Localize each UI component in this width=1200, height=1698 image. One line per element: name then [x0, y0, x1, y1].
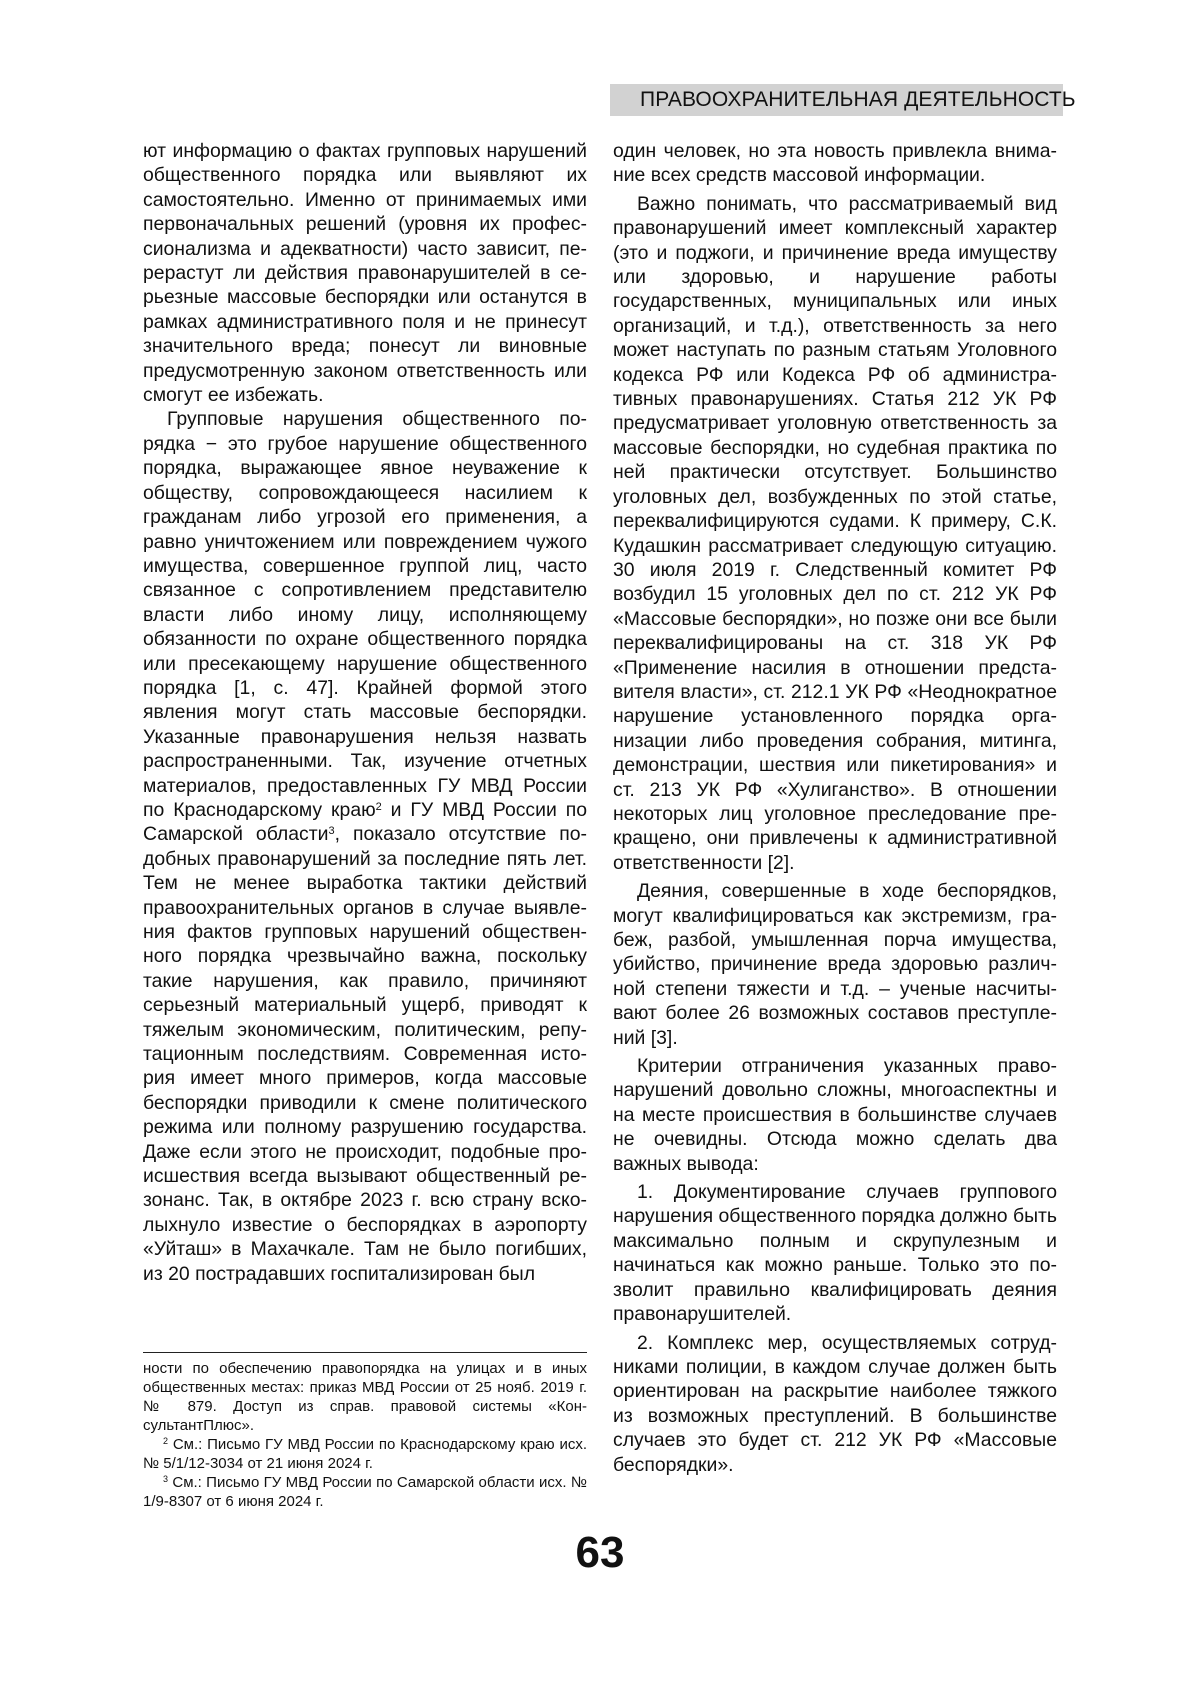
footnotes: [143, 1359, 587, 1511]
footnote-2: [143, 1435, 587, 1473]
paragraph-text: , показало отсутствие подобных правонарушений за последние пять лет. Тем не менее выработка тактики действий правоохранительных органов в случае выявления фактов групповых нарушений общественного порядка чрезвычайно важна, поскольку такие нарушения, как правило, причиняют серьезный материальный ущерб, приводят к тяжелым экономическим, политическим, репутационным последствиям. Современная история имеет много примеров, когда массовые беспорядки приводили к смене политического режима или полному разрушению государства. Даже если этого не происходит, подобные происшествия всегда вызывают общественный резонанс. Так, в октябре 2023 г. всю страну всколыхнуло известие о беспорядках в аэропорту «Уйташ» в Махачкале. Там не было погибших, из 20 пострадавших госпитализирован был: [143, 823, 587, 1285]
paragraph-text: Групповые нарушения общественного порядка − это грубое нарушение общественного порядка, выражающее явное неуважение к обществу, сопровождающееся насилием к гражданам либо угрозой его применения, а равно уничтожением или повреждением чужого имущества, совершенное группой лиц, часто связанное с сопротивлением представителю власти либо иному лицу, исполняющему обязанности по охране общественного порядка или пресекающему нарушение общественного порядка [1, с. 47]. Крайней формой этого явления могут стать массовые беспорядки. Указанные правонарушения нельзя назвать распространенными. Так, изучение отчетных материалов, предоставленных ГУ МВД России по Краснодарскому краю: [143, 408, 587, 821]
footnote-divider: [143, 1352, 587, 1353]
paragraph: Деяния, совершенные в ходе беспорядков, могут квалифицироваться как экстремизм, грабеж, разбой, умышленная порча имущества, убийство, причинение вреда здоровью различной степени тяжести и т.д. – ученые насчитывают более 26 возможных составов преступлений [3].: [613, 880, 1057, 1049]
left-column: [143, 139, 587, 1286]
paragraph-text: и ГУ МВД России по Самарской области: [143, 798, 587, 846]
footnote-text: См.: Письмо ГУ МВД России по Краснодарскому краю исх. № 5/1/12-3034 от 21 июня 2024 г.: [143, 1436, 587, 1472]
paragraph: [143, 407, 587, 1286]
footnote-continuation: ности по обеспечению правопорядка на улицах и в иных общественных местах: приказ МВД России от 25 нояб. 2019 г. № 879. Доступ из справ. правовой системы «КонсультантПлюс».: [143, 1360, 587, 1434]
page-number: 63: [575, 1528, 625, 1577]
footnote-mark: 2: [163, 1436, 169, 1446]
section-title: ПРАВООХРАНИТЕЛЬНАЯ ДЕЯТЕЛЬНОСТЬ: [640, 88, 1076, 111]
paragraph: 2. Комплекс мер, осуществляемых сотрудниками полиции, в каждом случае должен быть ориентирован на раскрытие наиболее тяжкого из возможных преступлений. В большинстве случаев это будет ст. 212 УК РФ «Массовые беспорядки».: [613, 1331, 1057, 1476]
section-header-tab: [610, 84, 1076, 116]
paragraph: Критерии отграничения указанных правонарушений довольно сложны, многоаспектны и на месте происшествия в большинстве случаев не очевидны. Отсюда можно сделать два важных вывода:: [613, 1055, 1057, 1175]
paragraph: ют информацию о фактах групповых нарушений общественного порядка или выявляют их самостоятельно. Именно от принимаемых ими первоначальных решений (уровня их профессионализма и адекватности) часто зависит, перерастут ли действия правонарушителей в серьезные массовые беспорядки или останутся в рамках административного поля и не принесут значительного вреда; понесут ли виновные предусмотренную законом ответственность или смогут ее избежать.: [143, 140, 587, 407]
paragraph: Важно понимать, что рассматриваемый вид правонарушений имеет комплексный характер (это и поджоги, и причинение вреда имуществу или здоровью, и нарушение работы государственных, муниципальных или иных организаций, и т.д.), ответственность за него может наступать по разным статьям Уголовного кодекса РФ или Кодекса РФ об административных правонарушениях. Статья 212 УК РФ предусматривает уголовную ответственность за массовые беспорядки, но судебная практика по ней практически отсутствует. Большинство уголовных дел, возбужденных по этой статье, переквалифицируются судами. К примеру, С.К. Кудашкин рассматривает следующую ситуацию. 30 июля 2019 г. Следственный комитет РФ возбудил 15 уголовных дел по ст. 212 УК РФ «Массовые беспорядки», но позже они все были переквалифицированы на ст. 318 УК РФ «Применение насилия в отношении представителя власти», ст. 212.1 УК РФ «Неоднократное нарушение установленного порядка организации либо проведения собрания, митинга, демонстрации, шествия или пикетирования» и ст. 213 УК РФ «Хулиганство». В отношении некоторых лиц уголовное преследование прекращено, они привлечены к административной ответственности [2].: [613, 192, 1057, 874]
footnote-mark: 3: [163, 1474, 169, 1484]
paragraph: один человек, но эта новость привлекла внимание всех средств массовой информации.: [613, 140, 1057, 187]
footnote-3: [143, 1473, 587, 1511]
paragraph: 1. Документирование случаев группового нарушения общественного порядка должно быть максимально полным и скрупулезным и начинаться как можно раньше. Только это позволит правильно квалифицировать деяния правонарушителей.: [613, 1181, 1058, 1326]
footnote-ref-3: 3: [328, 825, 335, 838]
footnote-text: См.: Письмо ГУ МВД России по Самарской области исх. № 1/9-8307 от 6 июня 2024 г.: [143, 1474, 587, 1510]
footnote-ref-2: 2: [375, 800, 382, 813]
right-column: [613, 139, 1057, 1477]
